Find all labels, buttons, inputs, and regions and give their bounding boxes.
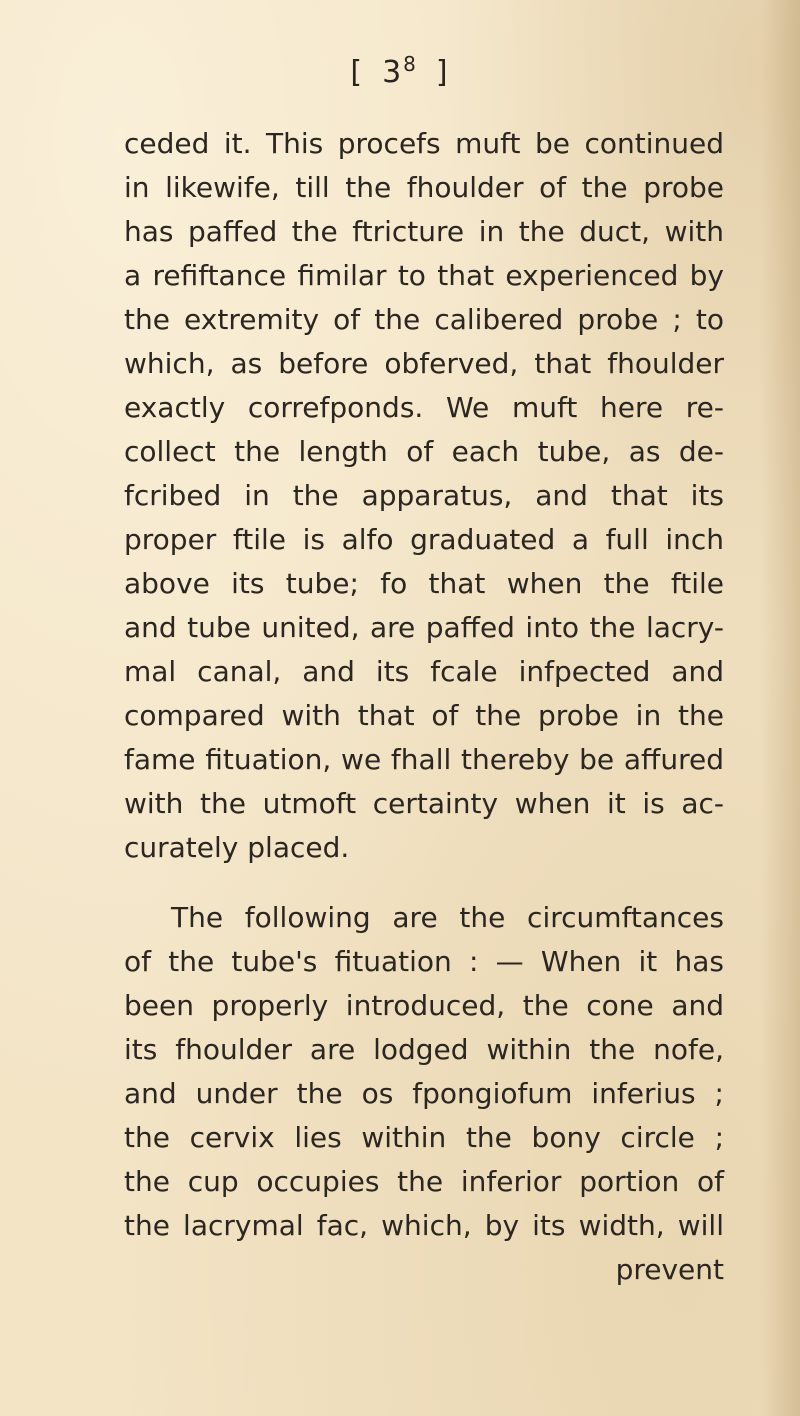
text-line: the cup occupies the inferior portion of <box>124 1165 724 1198</box>
text-line: the extremity of the calibered probe ; to <box>124 303 724 336</box>
text-line: ceded it. This procefs muft be continued <box>124 127 724 160</box>
catchword: prevent <box>615 1253 724 1286</box>
text-line: fame fituation, we fhall thereby be affured <box>124 743 724 776</box>
page-number-digit: 3 <box>382 55 404 90</box>
text-line: and under the os fpongiofum inferius ; <box>124 1077 724 1110</box>
open-bracket: [ <box>350 55 365 90</box>
text-line: The following are the circumftances <box>171 901 724 934</box>
text-line: proper ftile is alfo graduated a full inch <box>124 523 724 556</box>
text-line: above its tube; fo that when the ftile <box>124 567 724 600</box>
text-line: fcribed in the apparatus, and that its <box>124 479 724 512</box>
text-line: a refiftance fimilar to that experienced by <box>124 259 724 292</box>
text-line: been properly introduced, the cone and <box>124 989 724 1022</box>
text-line: the lacrymal fac, which, by its width, will <box>124 1209 724 1242</box>
text-line: collect the length of each tube, as de- <box>124 435 724 468</box>
text-line: curately placed. <box>124 831 350 864</box>
page-number <box>382 52 418 90</box>
page-number-superscript: 8 <box>403 52 418 76</box>
text-line: compared with that of the probe in the <box>124 699 724 732</box>
text-line: has paffed the ftricture in the duct, with <box>124 215 724 248</box>
text-line: in likewife, till the fhoulder of the probe <box>124 171 724 204</box>
text-line: exactly correfponds. We muft here re- <box>124 391 724 424</box>
close-bracket: ] <box>435 55 450 90</box>
text-line: which, as before obferved, that fhoulder <box>124 347 724 380</box>
text-line: its fhoulder are lodged within the nofe, <box>124 1033 724 1066</box>
text-line: the cervix lies within the bony circle ; <box>124 1121 724 1154</box>
page-number-header <box>0 52 800 90</box>
text-line: and tube united, are paffed into the lacry- <box>124 611 724 644</box>
text-line: of the tube's fituation : — When it has <box>124 945 724 978</box>
text-line: with the utmoft certainty when it is ac- <box>124 787 724 820</box>
text-line: mal canal, and its fcale infpected and <box>124 655 724 688</box>
